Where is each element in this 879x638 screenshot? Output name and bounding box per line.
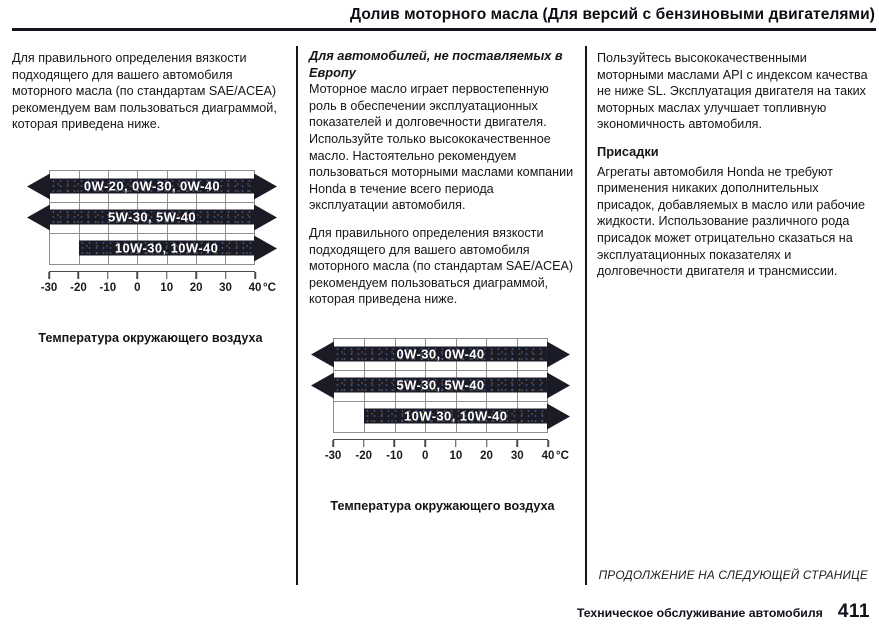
oil-grade-label: 5W-30, 5W-40 <box>107 209 197 225</box>
oil-grade-range-arrow <box>334 347 547 362</box>
axis-tick-label: 30 <box>510 449 524 462</box>
arrowhead-right <box>547 372 570 398</box>
chart-caption: Температура окружающего воздуха <box>330 498 555 513</box>
arrowhead-right <box>254 204 277 230</box>
right-paragraph-1: Пользуйтесь высококачественными моторными маслами API с индексом качества не ниже SL. Эксплуатация двигателя на таких моторных маслах улучшает топливную экономичность автомобиля. <box>597 51 868 132</box>
oil-grade-range-arrow <box>334 378 547 393</box>
axis-tick <box>486 440 488 447</box>
axis-tick-label: 20 <box>189 281 203 294</box>
title-rule <box>12 28 876 31</box>
footer-page-number: 411 <box>837 601 870 622</box>
axis-tick <box>107 272 109 279</box>
chart-temperature-axis <box>324 439 569 464</box>
chart-plot-area <box>49 170 255 265</box>
oil-grade-row <box>334 370 547 401</box>
arrowhead-right <box>254 235 277 261</box>
middle-paragraph-1: Моторное масло играет первостепенную роль в обеспечении эксплуатационных показателей и долговечности двигателя. Используйте только высококачественное масло. Настоятельно рекомендуем пользоваться моторными маслами компании Honda в течение всего периода эксплуатации автомобиля. <box>309 82 574 213</box>
axis-tick-label: -10 <box>99 281 117 294</box>
axis-tick <box>166 272 168 279</box>
axis-tick-label: 40 <box>248 281 262 294</box>
axis-tick-label: -10 <box>386 449 403 462</box>
axis-tick <box>78 272 80 279</box>
oil-grade-row <box>334 401 547 432</box>
oil-grade-label: 10W-30, 10W-40 <box>114 240 219 256</box>
axis-tick <box>547 440 549 447</box>
axis-tick <box>424 440 426 447</box>
axis-tick <box>332 440 334 447</box>
axis-tick-label: 10 <box>449 449 463 462</box>
axis-tick-label: -30 <box>40 281 58 294</box>
arrowhead-left <box>27 173 50 199</box>
axis-tick <box>517 440 519 447</box>
chart-temperature-axis <box>40 271 276 296</box>
oil-grade-row <box>50 233 254 264</box>
arrowhead-right <box>254 173 277 199</box>
oil-grade-label: 0W-30, 0W-40 <box>396 346 485 362</box>
oil-grade-row <box>334 339 547 370</box>
axis-tick-label: -20 <box>70 281 87 294</box>
oil-grade-row <box>50 202 254 233</box>
axis-tick <box>48 272 50 279</box>
oil-grade-label: 10W-30, 10W-40 <box>404 408 508 424</box>
middle-column <box>309 48 576 515</box>
axis-tick-label: 10 <box>160 281 174 294</box>
axis-tick-label: 0 <box>421 449 429 462</box>
oil-grade-range-arrow <box>50 210 254 225</box>
arrowhead-left <box>27 204 50 230</box>
axis-tick-label: -30 <box>324 449 342 462</box>
axis-tick <box>137 272 139 279</box>
axis-tick-label: 0 <box>134 281 141 294</box>
axis-tick-label: 20 <box>480 449 493 462</box>
arrowhead-right <box>547 341 570 367</box>
column-divider-right <box>585 46 587 585</box>
arrowhead-left <box>311 372 334 398</box>
right-column <box>597 50 870 291</box>
middle-paragraph-2: Для правильного определения вязкости подходящего для вашего автомобиля моторного масла (по стандартам SAE/ACEA) рекомендуем пользоваться диаграммой, которая приведена ниже. <box>309 225 574 307</box>
oil-grade-label: 5W-30, 5W-40 <box>396 377 485 393</box>
axis-tick-label: -20 <box>355 449 373 462</box>
additives-heading: Присадки <box>597 143 659 159</box>
page-footer <box>577 601 870 623</box>
axis-unit-label: °C <box>556 449 569 462</box>
chart-caption: Температура окружающего воздуха <box>38 330 263 345</box>
right-paragraph-2: Агрегаты автомобиля Honda не требуют применения никаких дополнительных присадок, добавляемых в масло или рабочие жидкости. Использование различного рода присадок может отрицательно сказаться на эксплуатационных показателях и долговечности двигателя и трансмиссии. <box>597 164 865 279</box>
axis-unit-label: °C <box>263 281 276 294</box>
axis-tick <box>195 272 197 279</box>
oil-grade-row <box>50 171 254 202</box>
arrowhead-left <box>311 341 334 367</box>
page-title: Долив моторного масла (Для версий с бензиновыми двигателями) <box>350 6 875 23</box>
oil-grade-range-arrow <box>50 179 254 194</box>
axis-tick <box>363 440 365 447</box>
oil-grade-range-arrow <box>79 241 254 256</box>
continuation-note: ПРОДОЛЖЕНИЕ НА СЛЕДУЮЩЕЙ СТРАНИЦЕ <box>598 568 868 582</box>
oil-grade-range-arrow <box>364 409 547 424</box>
chart-plot-area <box>333 338 548 433</box>
axis-tick <box>225 272 227 279</box>
arrowhead-right <box>547 403 570 429</box>
viscosity-chart-middle <box>309 332 576 482</box>
axis-tick-label: 30 <box>219 281 232 294</box>
axis-tick-label: 40 <box>541 449 555 462</box>
axis-tick <box>394 440 396 447</box>
axis-tick <box>254 272 256 279</box>
left-column <box>12 50 289 347</box>
viscosity-chart-left <box>12 164 289 314</box>
left-paragraph: Для правильного определения вязкости подходящего для вашего автомобиля моторного масла (по стандартам SAE/ACEA) рекомендуем вам пользоваться диаграммой, которая приведена ниже. <box>12 51 277 132</box>
axis-tick <box>455 440 457 447</box>
middle-heading: Для автомобилей, не поставляемых в Европу <box>309 48 563 80</box>
column-divider-left <box>296 46 298 585</box>
footer-section-title: Техническое обслуживание автомобиля <box>576 606 823 620</box>
oil-grade-label: 0W-20, 0W-30, 0W-40 <box>83 178 221 194</box>
